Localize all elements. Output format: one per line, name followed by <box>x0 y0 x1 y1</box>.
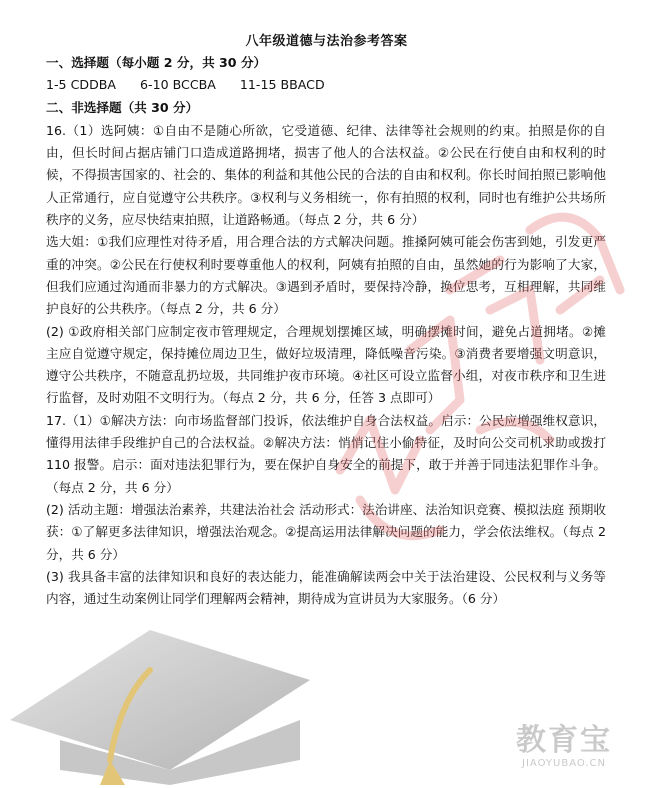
graduation-cap-icon <box>0 610 320 785</box>
answer-content <box>46 52 606 610</box>
logo-chinese-text: 教育宝 <box>516 723 612 758</box>
q17-part3-answer: (3) 我具备丰富的法律知识和良好的表达能力，能准确解读两会中关于法治建设、公民权利与义务等内容，通过生动案例让同学们理解两会精神，期待成为宣讲员为大家服务。（6 分） <box>46 568 606 607</box>
section1-answers: 1-5 CDDBA 6-10 BCCBA 11-15 BBACD <box>46 77 325 93</box>
q17-part2-answer: (2) 活动主题：增强法治素养，共建法治社会 活动形式：法治讲座、法治知识竞赛、模拟法庭 预期收获：①了解更多法律知识，增强法治观念。②提高运用法律解决问题的能力，学会依法维权。（每点 2 分，共 6 分） <box>46 501 606 562</box>
site-logo <box>499 724 629 770</box>
q16-part2-answer: 选大姐：①我们应理性对待矛盾，用合理合法的方式解决问题。推搡阿姨可能会伤害到她，引发更严重的冲突。②公民在行使权利时要尊重他人的权利，阿姨有拍照的自由，虽然她的行为影响了大家，但我们应通过沟通而非暴力的方式解决。③遇到矛盾时，要保持冷静，换位思考，互相理解，共同维护良好的公共秩序。（每点 2 分，共 6 分） <box>46 234 606 317</box>
logo-domain-text: JIAOYUBAO.CN <box>522 758 606 769</box>
q16-part1-answer: 16.（1）选阿姨：①自由不是随心所欲，它受道德、纪律、法律等社会规则的约束。拍照是你的自由，但长时间占据店铺门口造成道路拥堵，损害了他人的合法权益。②公民在行使自由和权利的时候，不得损害国家的、社会的、集体的利益和其他公民的合法的自由和权利。你长时间拍照已影响他人正常通行，应自觉遵守公共秩序。③权利与义务相统一，你有拍照的权利，同时也有维护公共场所秩序的义务，应尽快结束拍照，让道路畅通。（每点 2 分，共 6 分） <box>46 122 606 228</box>
page-title: 八年级道德与法治参考答案 <box>245 34 408 49</box>
section2-heading: 二、非选择题（共 30 分） <box>46 99 199 115</box>
section1-heading: 一、选择题（每小题 2 分，共 30 分） <box>46 55 267 70</box>
q17-part1-answer: 17.（1）①解决方法：向市场监督部门投诉，依法维护自身合法权益。启示：公民应增强维权意识，懂得用法律手段维护自己的合法权益。②解决方法：悄悄记住小偷特征，及时向公交司机求助或拨打 110 报警。启示：面对违法犯罪行为，要在保护自身安全的前提下，敢于并善于同违法犯罪作斗争。（每点 2 分，共 6 分） <box>46 412 606 495</box>
q16-part3-answer: (2) ①政府相关部门应制定夜市管理规定，合理规划摆摊区域，明确摆摊时间，避免占道拥堵。②摊主应自觉遵守规定，保持摊位周边卫生，做好垃圾清理，降低噪音污染。③消费者要增强文明意识，遵守公共秩序，不随意乱扔垃圾，共同维护夜市环境。④社区可设立监督小组，对夜市秩序和卫生进行监督，及时劝阻不文明行为。（每点 2 分，共 6 分，任答 3 点即可） <box>46 323 606 406</box>
